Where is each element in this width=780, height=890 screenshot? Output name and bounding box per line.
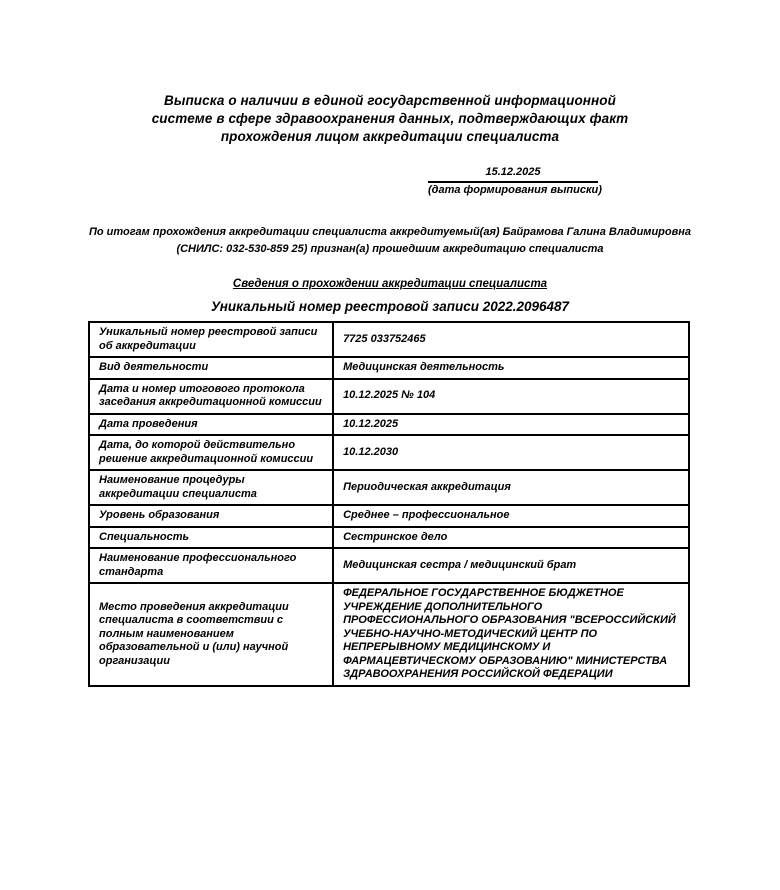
row-label: Дата и номер итогового протокола заседания аккредитационной комиссии [89,379,333,414]
table-row-education-level [89,505,689,527]
title-line-1: Выписка о наличии в единой государственной информационной [163,93,616,108]
accreditation-table-body [89,322,689,686]
registry-number-line: Уникальный номер реестровой записи 2022.2096487 [210,299,570,314]
table-row-accreditation-place [89,583,689,686]
row-label: Место проведения аккредитации специалиста в соответствии с полным наименованием образовательной и (или) научной организации [89,583,333,686]
row-value: 10.12.2030 [333,435,689,470]
row-label: Дата проведения [89,414,333,436]
title-line-3: прохождения лицом аккредитации специалиста [220,129,560,144]
row-value: 10.12.2025 № 104 [333,379,689,414]
issue-date: 15.12.2025 [428,166,598,183]
title-line-2: системе в сфере здравоохранения данных, подтверждающих факт [151,111,629,126]
row-value: Периодическая аккредитация [333,470,689,505]
row-value: Среднее – профессиональное [333,505,689,527]
row-label: Наименование процедуры аккредитации специалиста [89,470,333,505]
row-value: 10.12.2025 [333,414,689,436]
section-heading: Сведения о прохождении аккредитации специалиста [232,278,548,290]
table-row-valid-until-date [89,435,689,470]
table-row-procedure-name [89,470,689,505]
issue-date-block [428,166,602,197]
accreditation-table [88,321,690,687]
row-value: Сестринское дело [333,527,689,549]
intro-paragraph: По итогам прохождения аккредитации специалиста аккредитуемый(ая) Байрамова Галина Владимировна (СНИЛС: 032-530-859 25) признан(а) прошедшим аккредитацию специалиста [88,226,692,255]
issue-date-caption: (дата формирования выписки) [428,184,602,196]
row-label: Вид деятельности [89,357,333,379]
table-row-event-date [89,414,689,436]
table-row-protocol-date-number [89,379,689,414]
table-row-professional-standard [89,548,689,583]
row-label: Дата, до которой действительно решение аккредитационной комиссии [89,435,333,470]
row-label: Наименование профессионального стандарта [89,548,333,583]
row-value: 7725 033752465 [333,322,689,357]
row-value: Медицинская деятельность [333,357,689,379]
row-label: Уровень образования [89,505,333,527]
row-label: Специальность [89,527,333,549]
table-row-activity-type [89,357,689,379]
row-label: Уникальный номер реестровой записи об аккредитации [89,322,333,357]
row-value: ФЕДЕРАЛЬНОЕ ГОСУДАРСТВЕННОЕ БЮДЖЕТНОЕ УЧРЕЖДЕНИЕ ДОПОЛНИТЕЛЬНОГО ПРОФЕССИОНАЛЬНОГО ОБРАЗОВАНИЯ "ВСЕРОССИЙСКИЙ УЧЕБНО-НАУЧНО-МЕТОДИЧЕСКИЙ ЦЕНТР ПО НЕПРЕРЫВНОМУ МЕДИЦИНСКОМУ И ФАРМАЦЕВТИЧЕСКОМУ ОБРАЗОВАНИЮ" МИНИСТЕРСТВА ЗДРАВООХРАНЕНИЯ РОССИЙСКОЙ ФЕДЕРАЦИИ [333,583,689,686]
row-value: Медицинская сестра / медицинский брат [333,548,689,583]
table-row-specialty [89,527,689,549]
table-row-accreditation-registry-number [89,322,689,357]
document-title [0,0,780,146]
